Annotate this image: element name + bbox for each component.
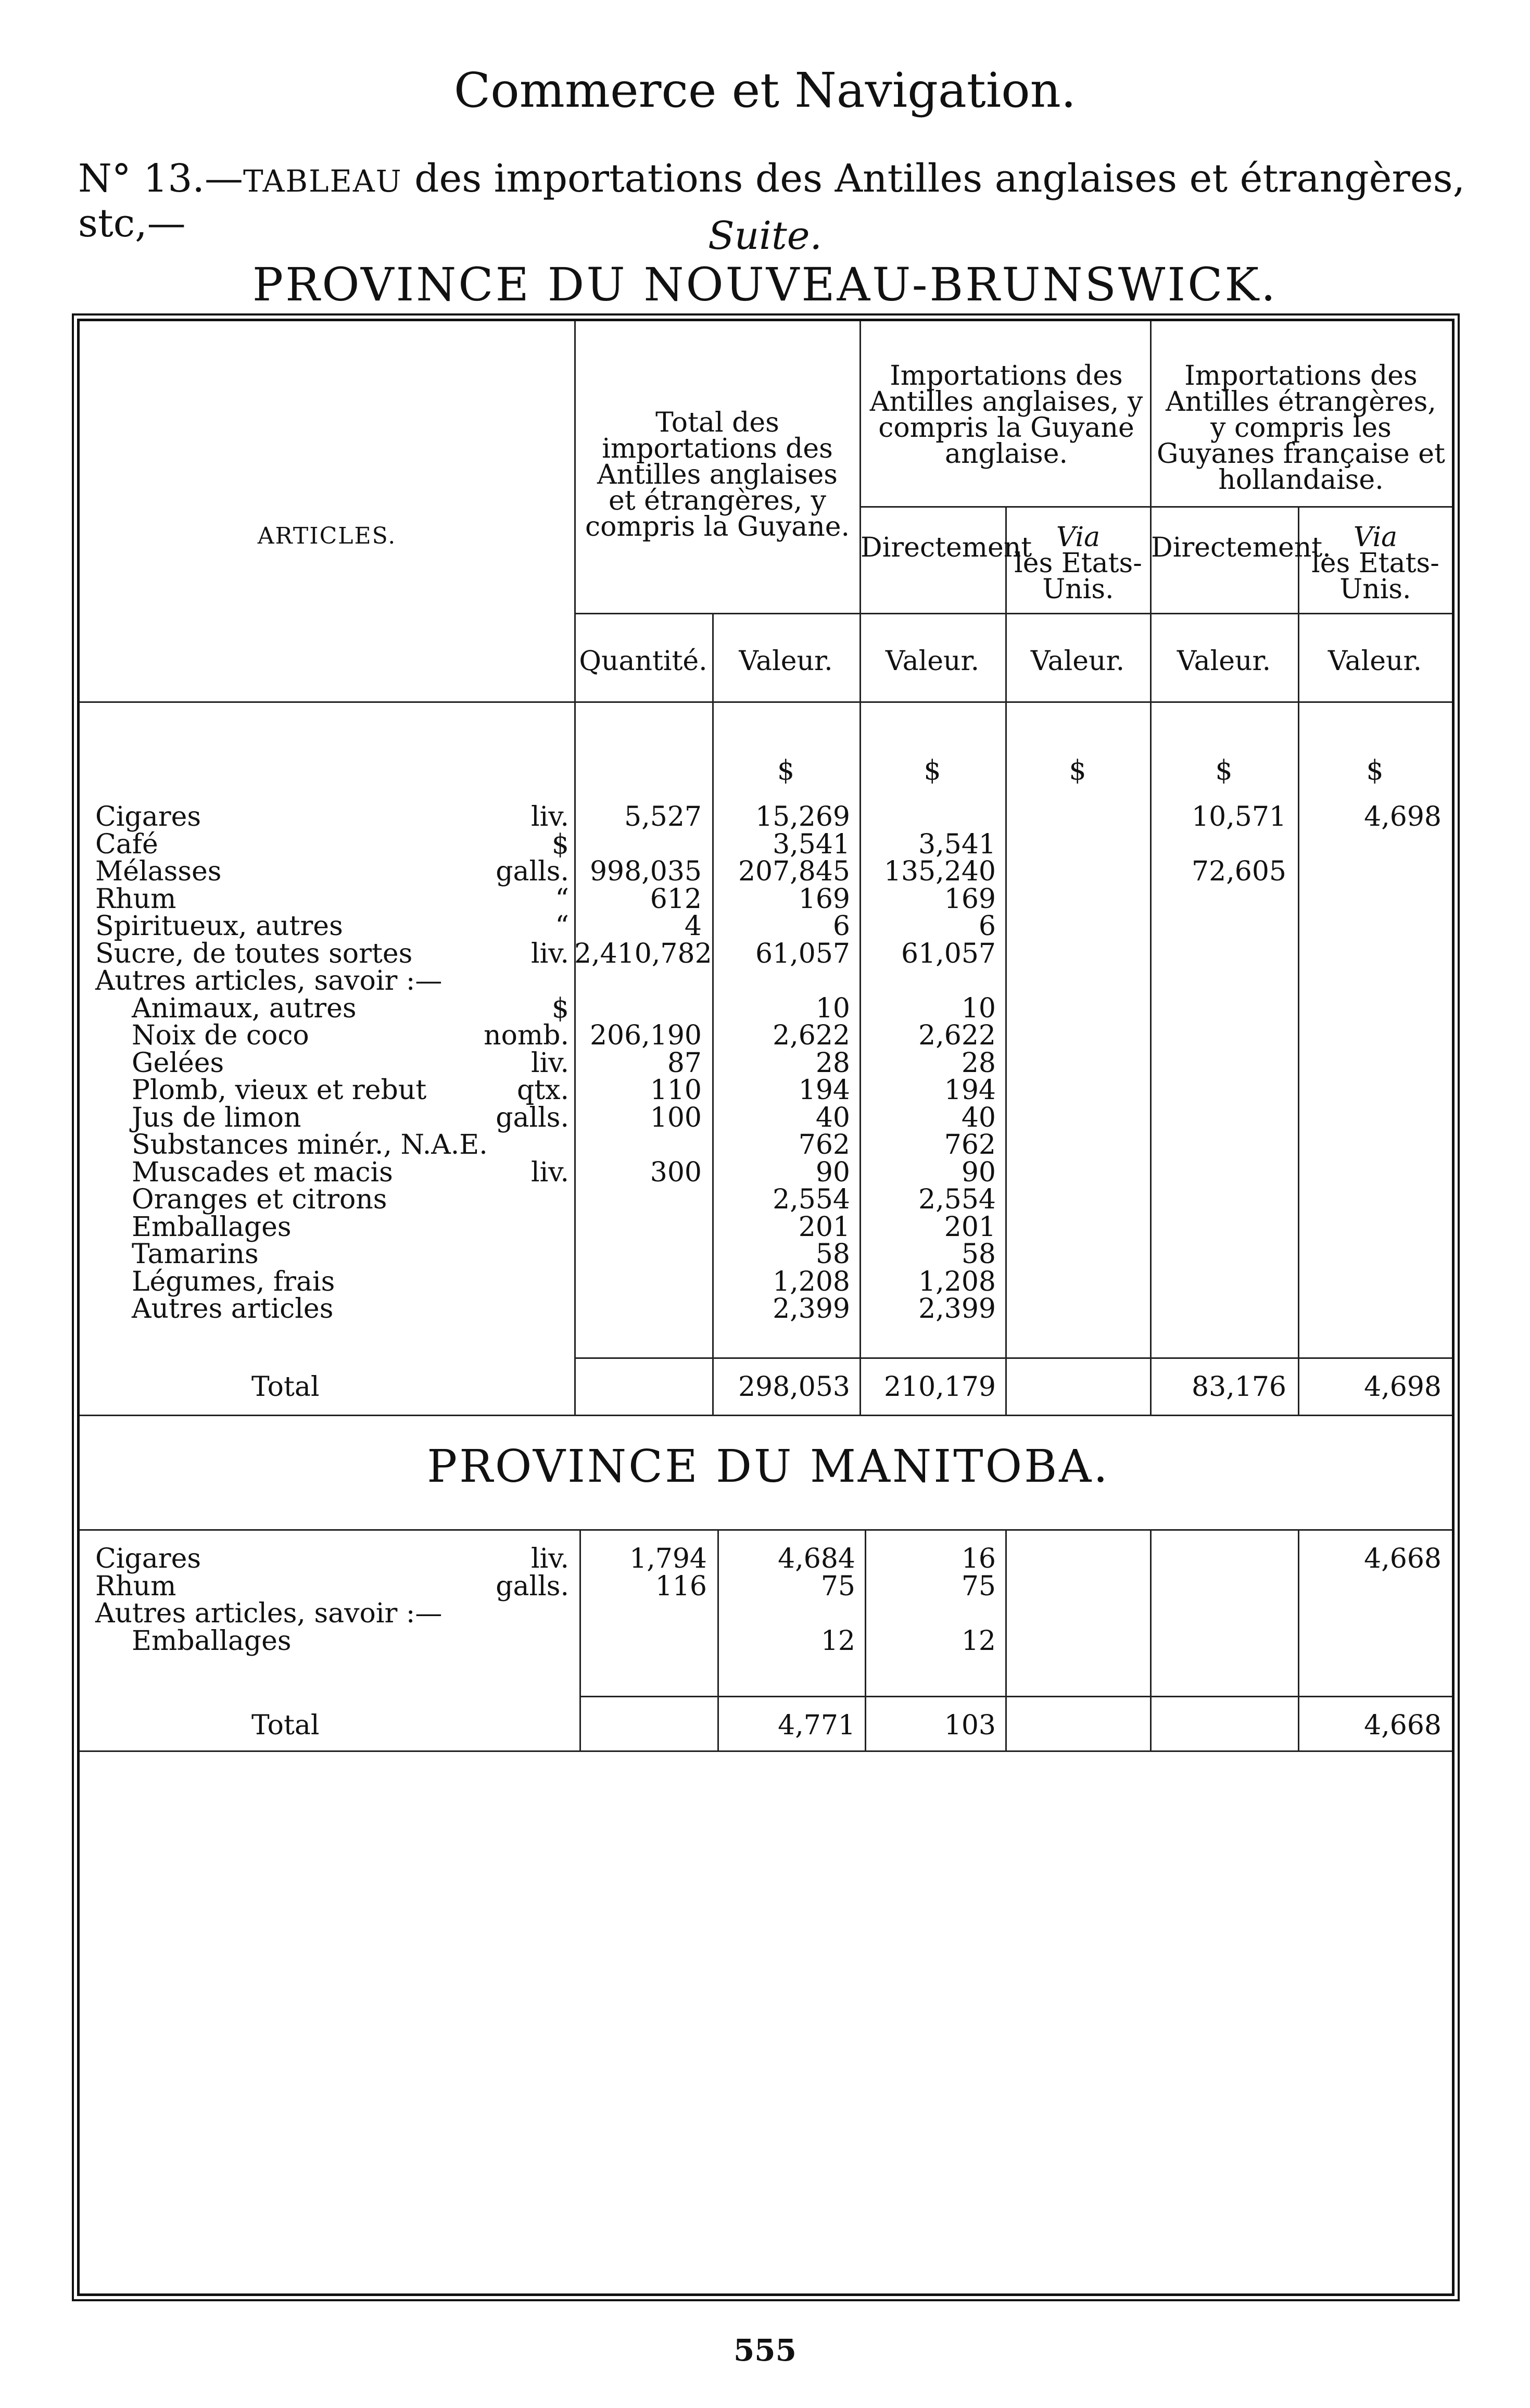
value-cell: 6 [832, 911, 850, 942]
british-direct-cell: 28 [961, 1047, 996, 1079]
article-label: Emballages [132, 1211, 292, 1243]
british-direct-cell: 16 [961, 1543, 996, 1574]
british-direct-cell: 75 [961, 1570, 996, 1602]
value-cell: 12 [820, 1625, 855, 1657]
value-cell: 169 [798, 883, 850, 915]
table-caption-rest: des importations des Antilles anglaises et étrangères, stc,— [78, 156, 1465, 246]
total-british-direct: 103 [944, 1710, 996, 1741]
article-label: Sucre, de toutes sortes [95, 938, 413, 969]
british-direct-cell: 90 [961, 1156, 996, 1188]
article-unit: galls. [496, 1102, 569, 1133]
col-british-group: Importations des Antilles anglaises, y compris la Guyane anglaise. [869, 360, 1143, 470]
total-label: Total [251, 1371, 320, 1403]
article-label: Muscades et macis [132, 1156, 393, 1188]
article-label: Plomb, vieux et rebut [132, 1075, 427, 1106]
british-direct-cell: 6 [978, 911, 996, 942]
qty-cell: 998,035 [589, 856, 702, 887]
british-direct-cell: 2,399 [918, 1293, 996, 1325]
table-frame [77, 319, 1455, 2296]
article-label: Spiritueux, autres [95, 911, 343, 942]
value-cell: 58 [815, 1239, 850, 1270]
article-unit: “ [555, 911, 569, 942]
col-british-via: Via les Etats-Unis. [1014, 522, 1142, 605]
col-valeur-bv: Valeur. [1030, 646, 1125, 677]
british-direct-cell: 3,541 [918, 828, 996, 860]
british-direct-cell: 40 [961, 1102, 996, 1133]
british-direct-cell: 135,240 [883, 856, 996, 887]
british-direct-cell: 201 [944, 1211, 996, 1243]
qty-cell: 87 [667, 1047, 702, 1079]
value-cell: 15,269 [755, 801, 850, 833]
col-valeur-fd: Valeur. [1177, 646, 1271, 677]
article-label: Noix de coco [132, 1020, 309, 1051]
article-label: Légumes, frais [132, 1266, 335, 1297]
total-foreign-via: 4,668 [1364, 1710, 1442, 1741]
value-cell: 2,554 [773, 1184, 850, 1215]
col-foreign-group: Importations des Antilles étrangères, y compris les Guyanes française et hollandaise. [1157, 360, 1445, 496]
value-cell: 2,622 [773, 1020, 850, 1051]
article-label: Mélasses [95, 856, 222, 887]
province-heading-nb: PROVINCE DU NOUVEAU-BRUNSWICK. [252, 258, 1278, 311]
article-unit: galls. [496, 1570, 569, 1602]
col-foreign-direct: Directement. [1151, 532, 1331, 563]
british-direct-cell: 10 [961, 992, 996, 1024]
british-direct-cell: 58 [961, 1239, 996, 1270]
table-suite: Suite. [707, 213, 823, 258]
value-cell: 10 [815, 992, 850, 1024]
article-label: Animaux, autres [132, 992, 357, 1024]
total-value: 298,053 [738, 1371, 850, 1403]
article-label: Substances minér., N.A.E. [132, 1129, 488, 1161]
article-unit: $ [551, 992, 569, 1024]
dollar-sign: $ [777, 755, 795, 786]
table-number: N° 13.— [78, 156, 243, 201]
article-unit: liv. [531, 1543, 569, 1574]
value-cell: 61,057 [755, 938, 850, 969]
col-foreign-via: Via les Etats-Unis. [1311, 522, 1439, 605]
article-label: Tamarins [132, 1239, 259, 1270]
col-valeur-fv: Valeur. [1327, 646, 1422, 677]
british-direct-cell: 762 [944, 1129, 996, 1161]
qty-cell: 1,794 [629, 1543, 707, 1574]
col-valeur-total: Valeur. [739, 646, 833, 677]
value-cell: 90 [815, 1156, 850, 1188]
table-word: TABLEAU [243, 163, 402, 199]
foreign-via-cell: 4,698 [1364, 801, 1442, 833]
dollar-sign: $ [1366, 755, 1384, 786]
british-direct-cell: 1,208 [918, 1266, 996, 1297]
article-label: Emballages [132, 1625, 292, 1657]
value-cell: 762 [798, 1129, 850, 1161]
article-label: Cigares [95, 801, 201, 833]
value-cell: 4,684 [778, 1543, 855, 1574]
article-label: Rhum [95, 883, 176, 915]
british-direct-cell: 2,554 [918, 1184, 996, 1215]
foreign-direct-cell: 72,605 [1192, 856, 1286, 887]
dollar-sign: $ [924, 755, 941, 786]
col-valeur-bd: Valeur. [885, 646, 980, 677]
col-quantite: Quantité. [579, 646, 707, 677]
article-label: Gelées [132, 1047, 224, 1079]
total-foreign-direct: 83,176 [1192, 1371, 1286, 1403]
page-number: 555 [733, 2333, 797, 2368]
value-cell: 2,399 [773, 1293, 850, 1325]
qty-cell: 100 [650, 1102, 702, 1133]
british-direct-cell: 194 [944, 1075, 996, 1106]
article-unit: liv. [531, 801, 569, 833]
article-unit: nomb. [484, 1020, 569, 1051]
article-label: Autres articles, savoir :— [95, 1598, 442, 1629]
article-unit: qtx. [516, 1075, 569, 1106]
col-articles: ARTICLES. [257, 523, 397, 549]
article-unit: liv. [531, 938, 569, 969]
value-cell: 28 [815, 1047, 850, 1079]
dollar-sign: $ [1069, 755, 1086, 786]
value-cell: 1,208 [773, 1266, 850, 1297]
dollar-sign: $ [1215, 755, 1233, 786]
article-unit: galls. [496, 856, 569, 887]
col-british-direct: Directement [861, 532, 1032, 563]
total-value: 4,771 [778, 1710, 855, 1741]
total-foreign-via: 4,698 [1364, 1371, 1442, 1403]
value-cell: 194 [798, 1075, 850, 1106]
total-british-direct: 210,179 [883, 1371, 996, 1403]
qty-cell: 2,410,782 [574, 938, 712, 969]
value-cell: 3,541 [773, 828, 850, 860]
article-label: Oranges et citrons [132, 1184, 387, 1215]
value-cell: 40 [815, 1102, 850, 1133]
article-label: Autres articles, savoir :— [95, 965, 442, 997]
article-unit: $ [551, 828, 569, 860]
foreign-direct-cell: 10,571 [1192, 801, 1286, 833]
value-cell: 201 [798, 1211, 850, 1243]
british-direct-cell: 61,057 [901, 938, 996, 969]
province-heading-manitoba: PROVINCE DU MANITOBA. [427, 1441, 1110, 1493]
col-total-group: Total des importations des Antilles anglaises et étrangères, y compris la Guyane. [585, 407, 850, 543]
qty-cell: 5,527 [624, 801, 702, 833]
article-label: Autres articles [132, 1293, 334, 1325]
qty-cell: 206,190 [589, 1020, 702, 1051]
article-label: Rhum [95, 1570, 176, 1602]
british-direct-cell: 12 [961, 1625, 996, 1657]
article-unit: “ [555, 883, 569, 915]
total-label: Total [251, 1710, 320, 1741]
qty-cell: 4 [684, 911, 702, 942]
qty-cell: 116 [655, 1570, 707, 1602]
british-direct-cell: 2,622 [918, 1020, 996, 1051]
qty-cell: 110 [650, 1075, 702, 1106]
value-cell: 207,845 [738, 856, 850, 887]
article-unit: liv. [531, 1047, 569, 1079]
foreign-via-cell: 4,668 [1364, 1543, 1442, 1574]
article-label: Jus de limon [132, 1102, 301, 1133]
page-title: Commerce et Navigation. [453, 62, 1077, 118]
article-label: Cigares [95, 1543, 201, 1574]
british-direct-cell: 169 [944, 883, 996, 915]
qty-cell: 612 [650, 883, 702, 915]
value-cell: 75 [820, 1570, 855, 1602]
article-label: Café [95, 828, 158, 860]
qty-cell: 300 [650, 1156, 702, 1188]
article-unit: liv. [531, 1156, 569, 1188]
